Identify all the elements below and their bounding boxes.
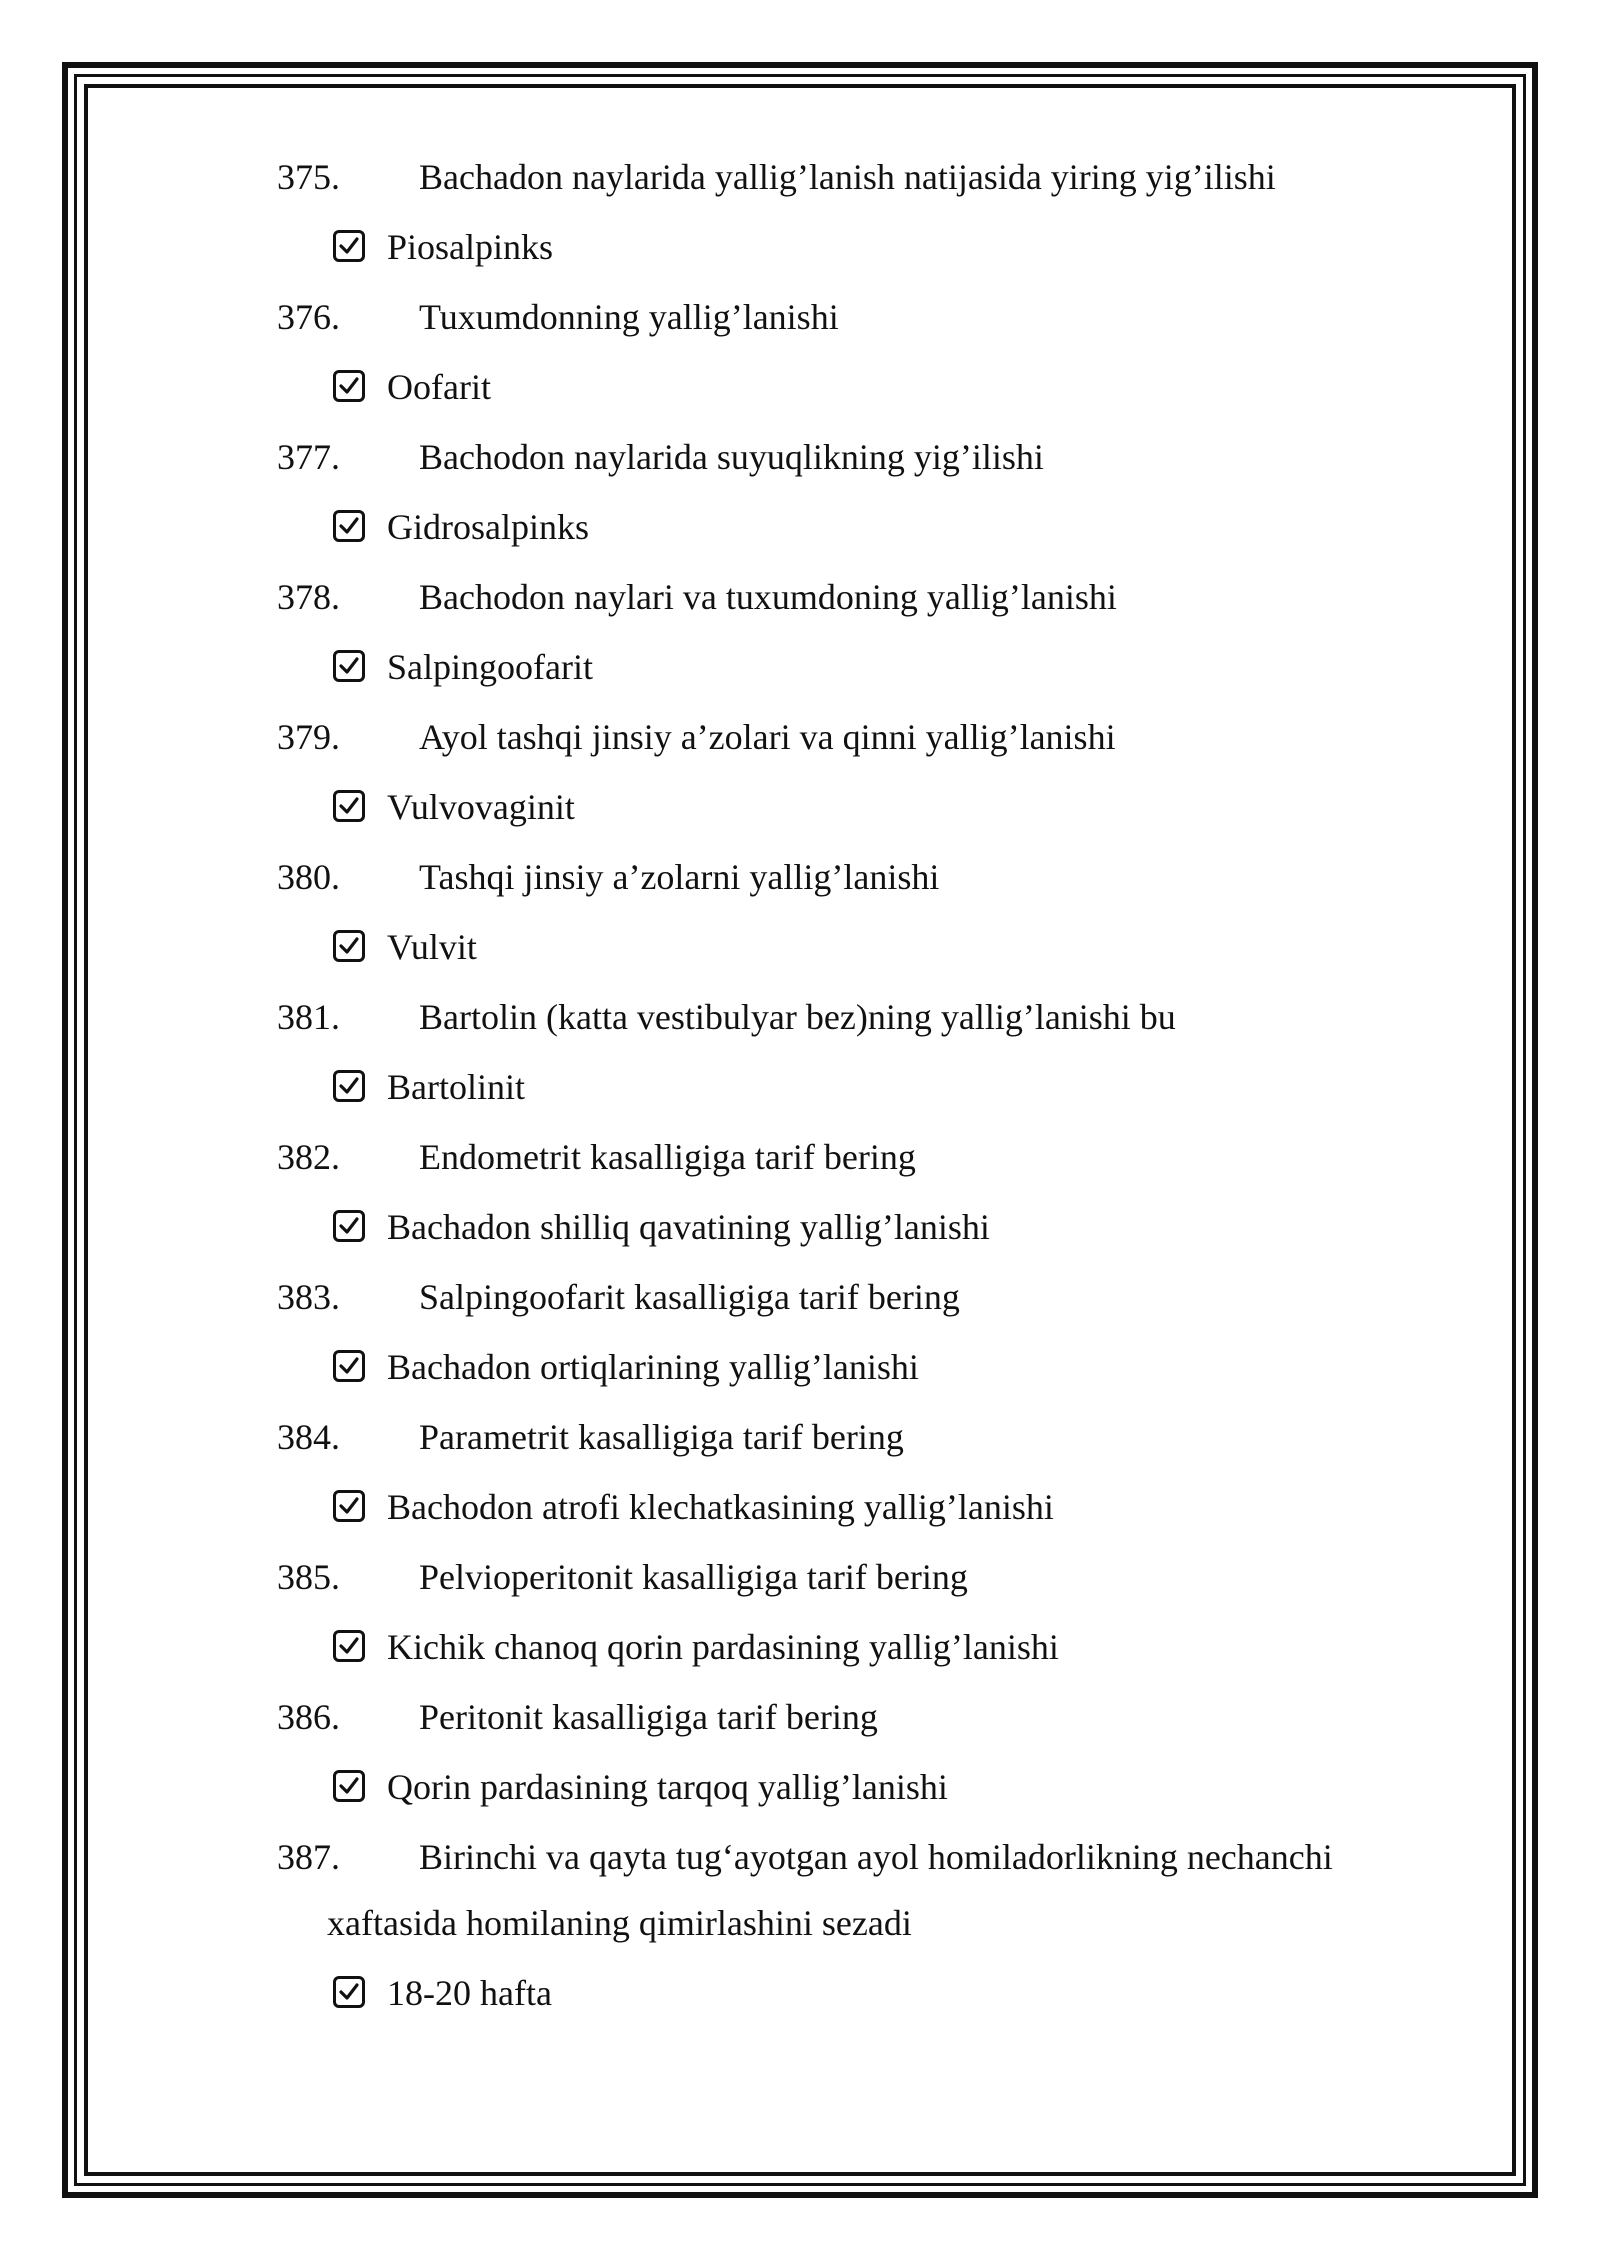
question-number: 378. <box>277 577 340 617</box>
question-number: 384. <box>277 1417 340 1457</box>
question-text: Bartolin (katta vestibulyar bez)ning yallig’lanishi bu <box>419 997 1176 1037</box>
answer-text: Salpingoofarit <box>387 647 593 687</box>
checked-box-icon <box>333 1976 365 2008</box>
checked-box-icon <box>333 790 365 822</box>
checked-box-icon <box>333 1210 365 1242</box>
answer-text: Bachadon shilliq qavatining yallig’lanishi <box>387 1207 990 1247</box>
checked-box-icon <box>333 1770 365 1802</box>
checked-box-icon <box>333 1070 365 1102</box>
question-number: 383. <box>277 1277 340 1317</box>
question-text-continuation: xaftasida homilaning qimirlashini sezadi <box>327 1903 912 1943</box>
checked-box-icon <box>333 230 365 262</box>
question-text: Bachodon naylarida suyuqlikning yig’ilishi <box>419 437 1044 477</box>
answer-text: Piosalpinks <box>387 227 554 267</box>
checked-box-icon <box>333 930 365 962</box>
checked-box-icon <box>333 370 365 402</box>
question-text: Birinchi va qayta tug‘ayotgan ayol homiladorlikning nechanchi <box>419 1837 1333 1877</box>
question-number: 377. <box>277 437 340 477</box>
answer-text: Vulvovaginit <box>387 787 575 827</box>
answer-text: Qorin pardasining tarqoq yallig’lanishi <box>387 1767 948 1807</box>
question-text: Bachodon naylari va tuxumdoning yallig’lanishi <box>419 577 1117 617</box>
answer-text: Vulvit <box>387 927 477 967</box>
answer-text: Bachadon ortiqlarining yallig’lanishi <box>387 1347 919 1387</box>
question-number: 386. <box>277 1697 340 1737</box>
answer-text: 18-20 hafta <box>387 1973 552 2013</box>
question-text: Ayol tashqi jinsiy a’zolari va qinni yallig’lanishi <box>419 717 1116 757</box>
answer-text: Oofarit <box>387 367 491 407</box>
question-number: 376. <box>277 297 340 337</box>
checked-box-icon <box>333 1490 365 1522</box>
question-text: Tashqi jinsiy a’zolarni yallig’lanishi <box>419 857 940 897</box>
question-number: 387. <box>277 1837 340 1877</box>
question-number: 382. <box>277 1137 340 1177</box>
answer-text: Bachodon atrofi klechatkasining yallig’lanishi <box>387 1487 1054 1527</box>
question-text: Pelvioperitonit kasalligiga tarif bering <box>419 1557 968 1597</box>
answer-text: Gidrosalpinks <box>387 507 589 547</box>
checked-box-icon <box>333 650 365 682</box>
question-number: 380. <box>277 857 340 897</box>
checked-box-icon <box>333 1630 365 1662</box>
question-text: Tuxumdonning yallig’lanishi <box>419 297 839 337</box>
question-number: 381. <box>277 997 340 1037</box>
question-text: Peritonit kasalligiga tarif bering <box>419 1697 878 1737</box>
question-text: Endometrit kasalligiga tarif bering <box>419 1137 916 1177</box>
question-text: Bachadon naylarida yallig’lanish natijasida yiring yig’ilishi <box>419 157 1276 197</box>
checked-box-icon <box>333 510 365 542</box>
question-text: Parametrit kasalligiga tarif bering <box>419 1417 904 1457</box>
checked-box-icon <box>333 1350 365 1382</box>
question-number: 385. <box>277 1557 340 1597</box>
answer-text: Kichik chanoq qorin pardasining yallig’lanishi <box>387 1627 1059 1667</box>
question-number: 379. <box>277 717 340 757</box>
question-text: Salpingoofarit kasalligiga tarif bering <box>419 1277 960 1317</box>
answer-text: Bartolinit <box>387 1067 525 1107</box>
question-number: 375. <box>277 157 340 197</box>
